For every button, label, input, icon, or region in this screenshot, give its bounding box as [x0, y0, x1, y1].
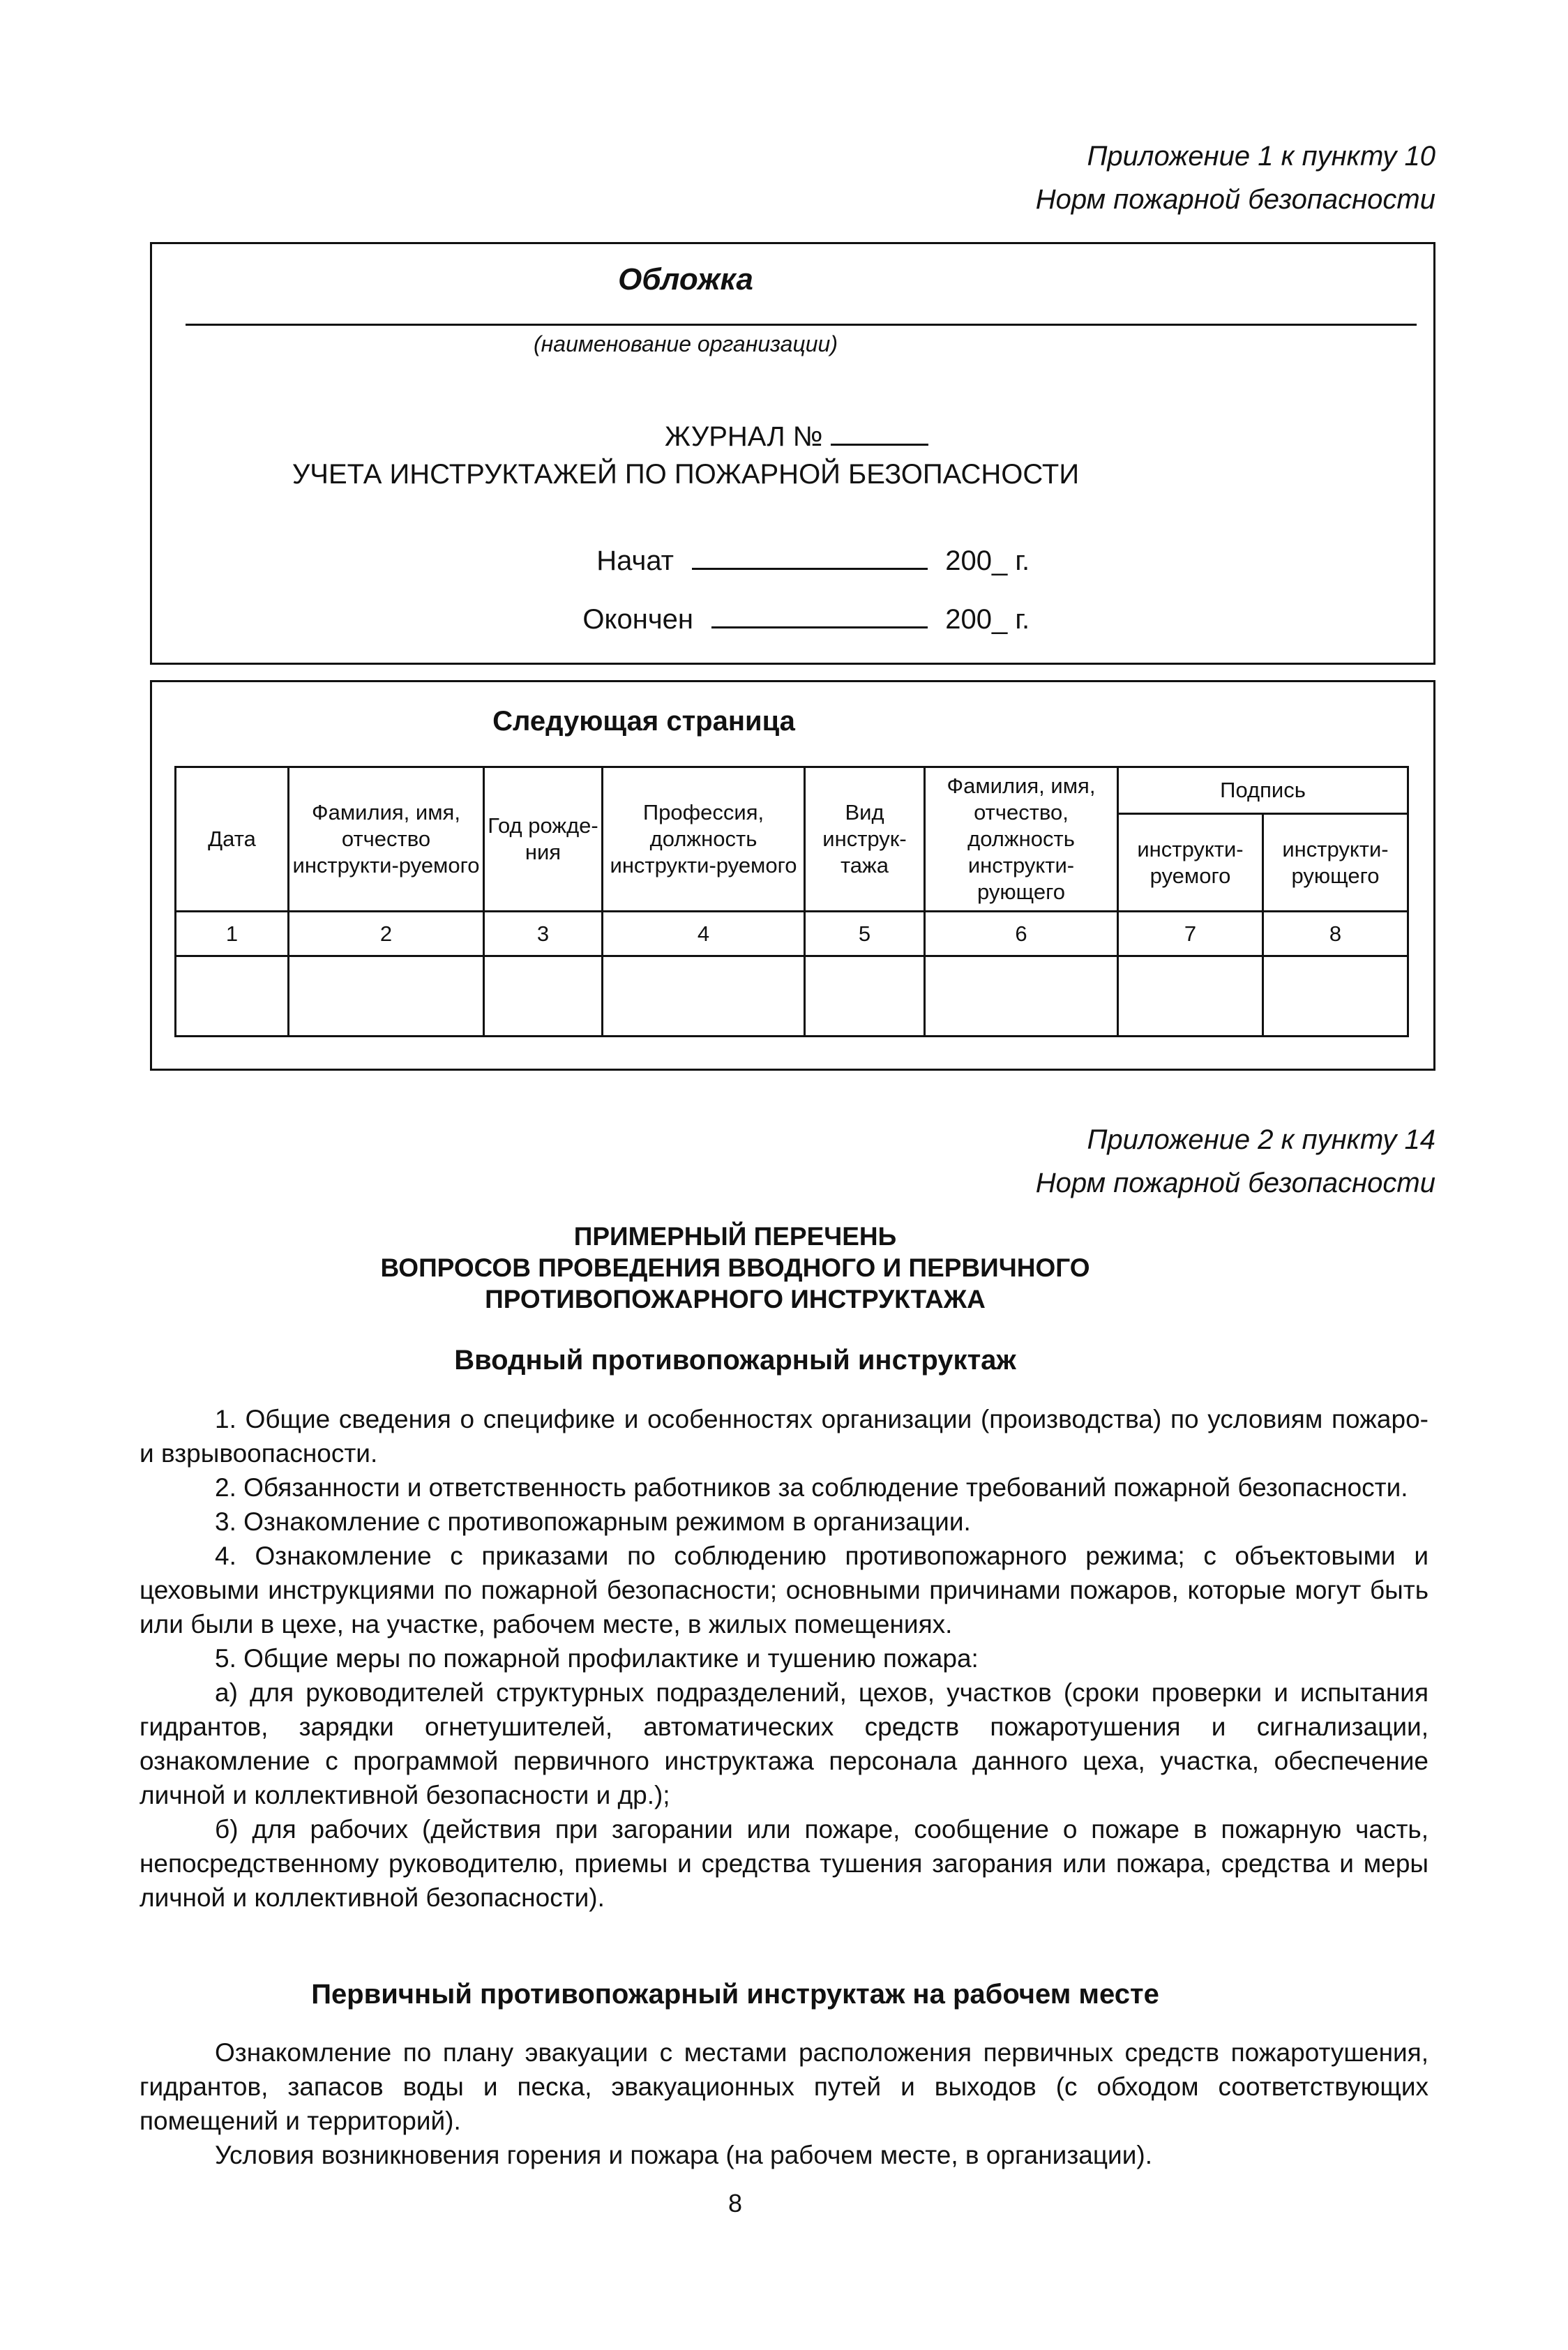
ended-year: 200_ г. [945, 604, 1030, 635]
column-number: 8 [1263, 912, 1408, 956]
ended-row [569, 598, 1030, 635]
next-page-title: Следующая страница [492, 706, 795, 737]
appendix2-line1: Приложение 2 к пункту 14 [1087, 1124, 1435, 1155]
appendix1-line1: Приложение 1 к пункту 10 [1087, 141, 1435, 172]
header-birth-year: Год рожде-ния [484, 767, 603, 912]
log-table [174, 766, 1409, 1037]
list-title-line1: ПРИМЕРНЫЙ ПЕРЕЧЕНЬ [573, 1222, 897, 1251]
journal-number-blank [831, 416, 928, 446]
appendix1-note [1036, 135, 1435, 221]
column-number: 1 [176, 912, 289, 956]
cover-title: Обложка [618, 262, 753, 296]
ended-date-blank [711, 598, 928, 628]
column-number: 2 [289, 912, 484, 956]
empty-cell [805, 956, 925, 1037]
empty-cell [925, 956, 1118, 1037]
org-caption: (наименование организации) [534, 331, 838, 356]
column-number: 4 [603, 912, 805, 956]
appendix1-line2: Норм пожарной безопасности [1035, 184, 1435, 215]
intro-item: 5. Общие меры по пожарной профилактике и тушению пожара: [215, 1644, 979, 1673]
appendix2-note [1036, 1118, 1435, 1205]
column-number: 5 [805, 912, 925, 956]
column-number: 7 [1118, 912, 1263, 956]
primary-item: Ознакомление по плану эвакуации с местами расположения первичных средств пожаротушения, гидрантов, запасов воды и песка, эвакуационных путей и выходов (с обходом соответствующих помещений и территорий). [140, 2038, 1428, 2135]
intro-item: а) для руководителей структурных подразделений, цехов, участков (сроки проверки и испытания гидрантов, зарядки огнетушителей, автоматических средств пожаротушения и сигнализации, ознакомление с программой первичного инструктажа персонала данного цеха, участка, обеспечение личной и коллективной безопасности и др.); [140, 1678, 1428, 1809]
journal-label: ЖУРНАЛ № [665, 421, 823, 452]
started-date-blank [692, 540, 928, 570]
header-date: Дата [176, 767, 289, 912]
header-name: Фамилия, имя, отчество инструкти-руемого [289, 767, 484, 912]
empty-cell [484, 956, 603, 1037]
ended-label: Окончен [582, 604, 693, 635]
intro-item: 1. Общие сведения о специфике и особенностях организации (производства) по условиям пожаро- и взрывоопасности. [140, 1405, 1428, 1468]
intro-item: 2. Обязанности и ответственность работников за соблюдение требований пожарной безопасности. [215, 1473, 1408, 1502]
header-profession: Профессия, должность инструкти-руемого [603, 767, 805, 912]
started-label: Начат [596, 545, 674, 576]
org-name-line [186, 324, 1417, 326]
header-sig-instructor: инструкти-рующего [1263, 814, 1408, 912]
intro-item: 4. Ознакомление с приказами по соблюдению противопожарного режима; с объектовыми и цеховыми инструкциями по пожарной безопасности; основными причинами пожаров, которые могут быть или были в цехе, на участке, рабочем месте, в жилых помещениях. [140, 1542, 1428, 1639]
intro-item: б) для рабочих (действия при загорании или пожаре, сообщение о пожаре в пожарную часть, непосредственному руководителю, приемы и средства тушения загорания или пожара, средства и меры личной и коллективной безопасности). [140, 1815, 1428, 1912]
page-number: 8 [728, 2189, 743, 2217]
empty-cell [289, 956, 484, 1037]
empty-cell [603, 956, 805, 1037]
column-number: 3 [484, 912, 603, 956]
table-header-row [176, 767, 1408, 814]
primary-heading: Первичный противопожарный инструктаж на рабочем месте [311, 1979, 1159, 2010]
started-row [569, 540, 1030, 577]
list-title [0, 1221, 1568, 1315]
column-number-row [176, 912, 1408, 956]
primary-item: Условия возникновения горения и пожара (на рабочем месте, в организации). [215, 2141, 1152, 2169]
intro-item: 3. Ознакомление с противопожарным режимом в организации. [215, 1507, 971, 1536]
cover-box [150, 242, 1435, 665]
journal-number [665, 416, 928, 453]
appendix2-line2: Норм пожарной безопасности [1035, 1168, 1435, 1198]
primary-list [140, 2035, 1428, 2172]
column-number: 6 [925, 912, 1118, 956]
header-signature: Подпись [1118, 767, 1408, 814]
header-sig-instructed: инструкти-руемого [1118, 814, 1263, 912]
intro-heading: Вводный противопожарный инструктаж [454, 1345, 1016, 1376]
empty-cell [1118, 956, 1263, 1037]
list-title-line3: ПРОТИВОПОЖАРНОГО ИНСТРУКТАЖА [485, 1285, 986, 1313]
started-year: 200_ г. [945, 545, 1030, 576]
header-kind: Вид инструк-тажа [805, 767, 925, 912]
header-instructor: Фамилия, имя, отчество, должность инструкти-рующего [925, 767, 1118, 912]
empty-data-row [176, 956, 1408, 1037]
journal-name: УЧЕТА ИНСТРУКТАЖЕЙ ПО ПОЖАРНОЙ БЕЗОПАСНОСТИ [292, 459, 1080, 490]
next-page-box [150, 680, 1435, 1071]
empty-cell [1263, 956, 1408, 1037]
list-title-line2: ВОПРОСОВ ПРОВЕДЕНИЯ ВВОДНОГО И ПЕРВИЧНОГО [380, 1253, 1090, 1282]
intro-list [140, 1402, 1428, 1915]
empty-cell [176, 956, 289, 1037]
